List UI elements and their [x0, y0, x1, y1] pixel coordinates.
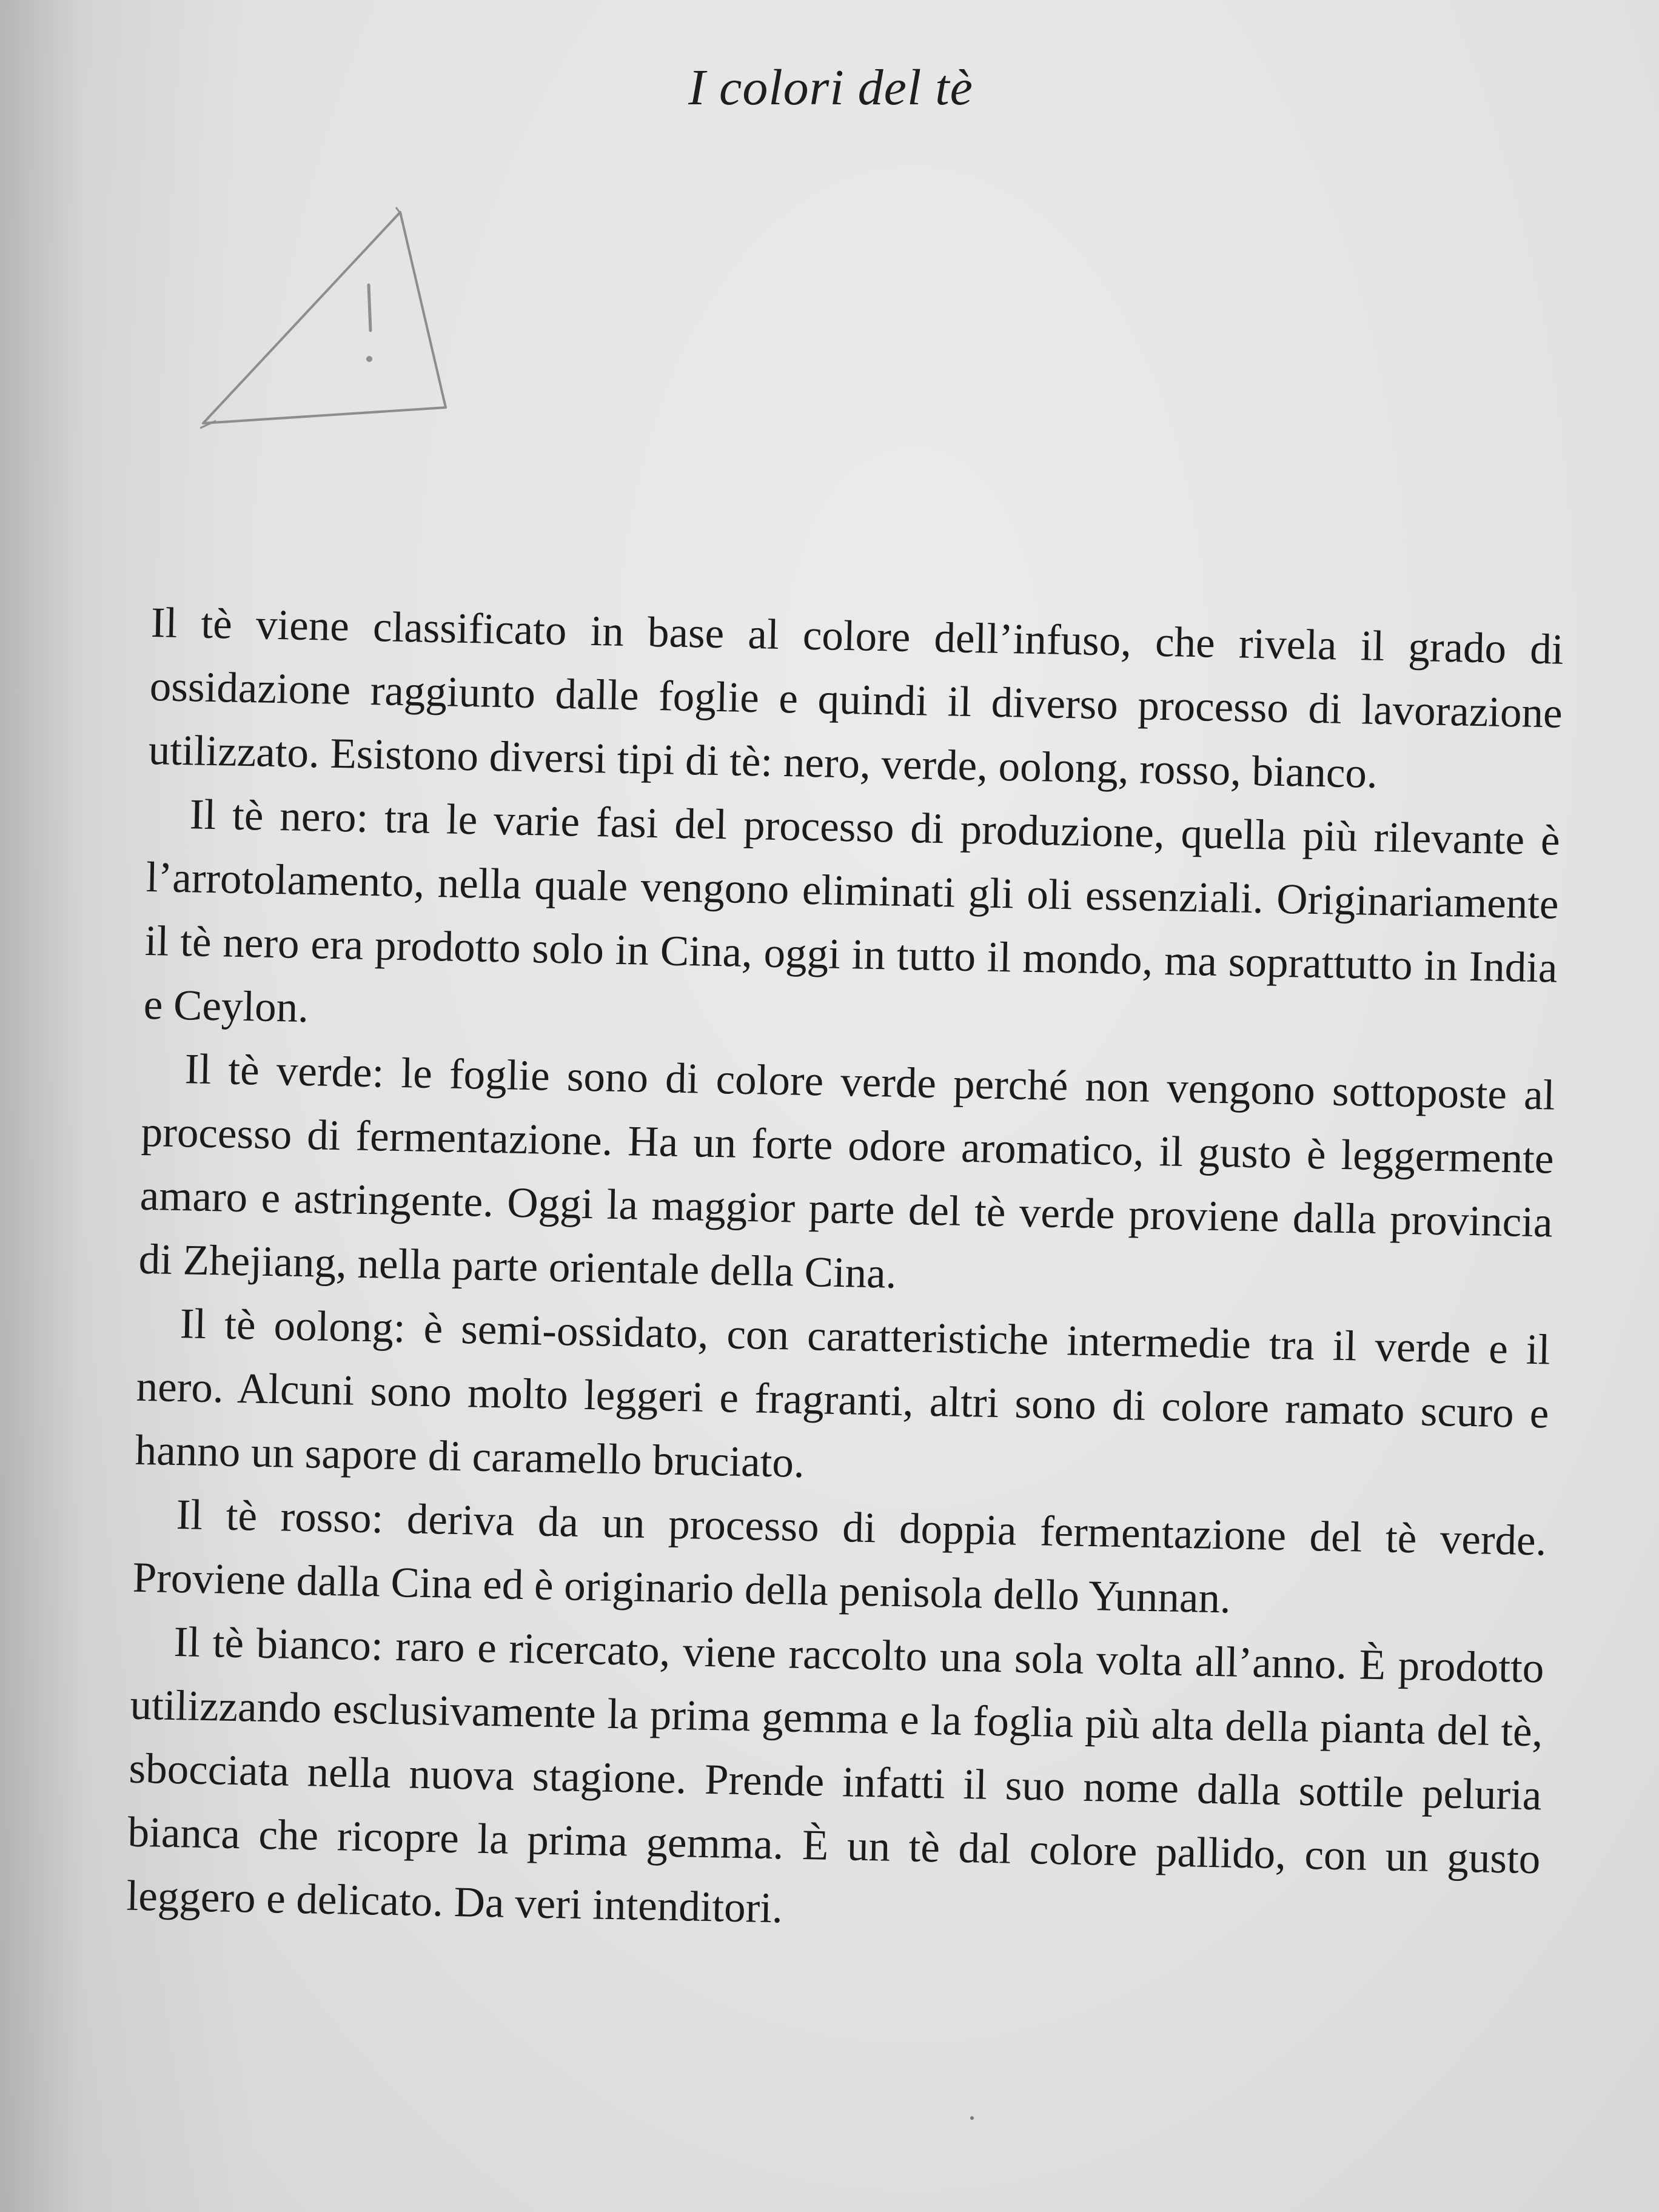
- body-text: [126, 591, 1564, 1955]
- paragraph-red-tea: Il tè rosso: deriva da un processo di doppia fermentazione del tè verde. Proviene dalla Cina ed è originario della penisola dello Yunnan.: [132, 1491, 1547, 1623]
- paragraph-white-tea: Il tè bianco: raro e ricercato, viene raccolto una sola volta all’anno. È prodotto utilizzando esclusivamente la prima gemma e la foglia più alta della pianta del tè, sbocciata nella nuova stagione. Prende infatti il suo nome dalla sottile peluria bianca che ricopre la prima gemma. È un tè dal colore pallido, con un gusto leggero e delicato. Da veri intenditori.: [126, 1618, 1545, 1932]
- page-speck: [970, 2116, 974, 2120]
- paragraph-oolong-tea: Il tè oolong: è semi-ossidato, con caratteristiche intermedie tra il verde e il nero. Alcuni sono molto leggeri e fragranti, altri sono di colore ramato scuro e hanno un sapore di caramello bruciato.: [135, 1300, 1551, 1487]
- paragraph-intro: Il tè viene classificato in base al colore dell’infuso, che rivela il grado di ossidazione raggiunto dalle foglie e quindi il diverso processo di lavorazione utilizzato. Esistono diversi tipi di tè: nero, verde, oolong, rosso, bianco.: [148, 598, 1564, 797]
- paragraph-green-tea: Il tè verde: le foglie sono di colore verde perché non vengono sottoposte al processo di fermentazione. Ha un forte odore aromatico, il gusto è leggermente amaro e astringente. Oggi la maggior parte del tè verde proviene dalla provincia di Zhejiang, nella parte orientale della Cina.: [138, 1045, 1556, 1298]
- page-title: I colori del tè: [688, 59, 973, 116]
- warning-triangle-icon: [200, 194, 467, 449]
- paragraph-black-tea: Il tè nero: tra le varie fasi del processo di produzione, quella più rilevante è l’arrotolamento, nella quale vengono eliminati gli oli essenziali. Originariamente il tè nero era prodotto solo in Cina, oggi in tutto il mondo, ma soprattutto in India e Ceylon.: [143, 791, 1561, 1032]
